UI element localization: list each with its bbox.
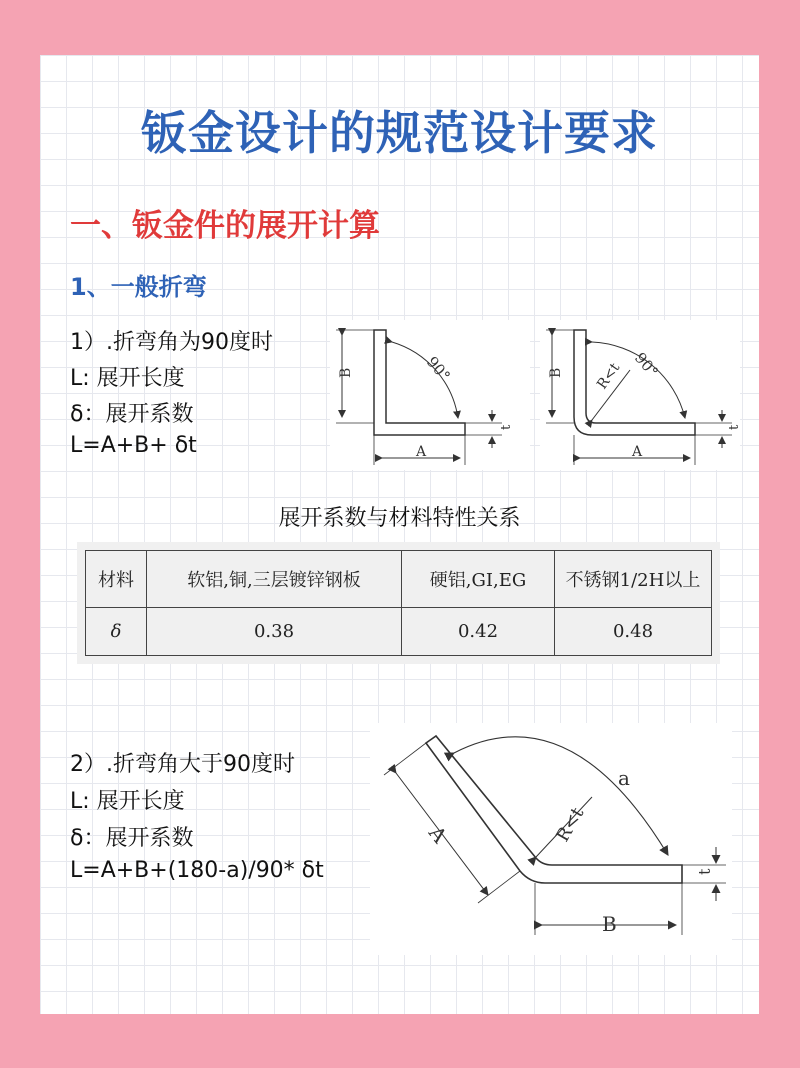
angle-label: 90°	[422, 353, 454, 385]
case2-l-definition: L: 展开长度	[70, 789, 185, 814]
dimension-b-label: B	[602, 912, 617, 936]
bent-sheet-shape	[426, 736, 682, 883]
table-header-cell: 材料	[86, 551, 147, 608]
radius-label: R<t	[594, 360, 624, 393]
dimension-b-label: B	[338, 367, 354, 378]
angle-label: 90°	[630, 349, 662, 381]
subsection-heading: 1、一般折弯	[70, 273, 207, 301]
table-header-cell: 软铝,铜,三层镀锌钢板	[147, 551, 402, 608]
radius-label: R<t	[552, 803, 589, 846]
table-header-cell: 硬铝,GI,EG	[402, 551, 555, 608]
case2-title: 2）.折弯角大于90度时	[70, 752, 295, 777]
dimension-b-label: B	[548, 367, 564, 378]
table-row	[86, 551, 712, 608]
thickness-label: t	[695, 868, 714, 875]
dimension-a-label: A	[416, 444, 427, 460]
table-caption: 展开系数与材料特性关系	[278, 506, 521, 531]
thickness-label: t	[727, 424, 742, 430]
angle-label: a	[618, 766, 630, 790]
figure-90-bend-sharp	[330, 320, 530, 470]
dimension-a-label: A	[632, 444, 643, 460]
table-row	[86, 608, 712, 656]
coefficient-table-frame	[77, 542, 720, 664]
case2-formula: L=A+B+(180-a)/90* δt	[70, 858, 324, 883]
case1-l-definition: L: 展开长度	[70, 366, 185, 391]
figure-90-bend-radius	[540, 320, 740, 470]
dimension-a-label: A	[424, 821, 452, 848]
table-header-cell: 不锈钢1/2H以上	[555, 551, 712, 608]
bent-sheet-shape	[374, 330, 465, 435]
coefficient-table	[85, 550, 712, 656]
thickness-label: t	[499, 424, 514, 430]
table-cell: 0.48	[555, 608, 712, 656]
case1-delta-definition: δ：展开系数	[70, 402, 194, 427]
case1-title: 1）.折弯角为90度时	[70, 330, 273, 355]
case2-delta-definition: δ：展开系数	[70, 826, 194, 851]
figure-obtuse-bend	[370, 723, 732, 955]
table-cell: 0.38	[147, 608, 402, 656]
section-heading: 一、钣金件的展开计算	[70, 208, 380, 244]
table-cell: 0.42	[402, 608, 555, 656]
case1-formula: L=A+B+ δt	[70, 433, 197, 458]
table-cell: δ	[86, 608, 147, 656]
page-title: 钣金设计的规范设计要求	[141, 106, 658, 160]
document-sheet	[40, 55, 759, 1014]
